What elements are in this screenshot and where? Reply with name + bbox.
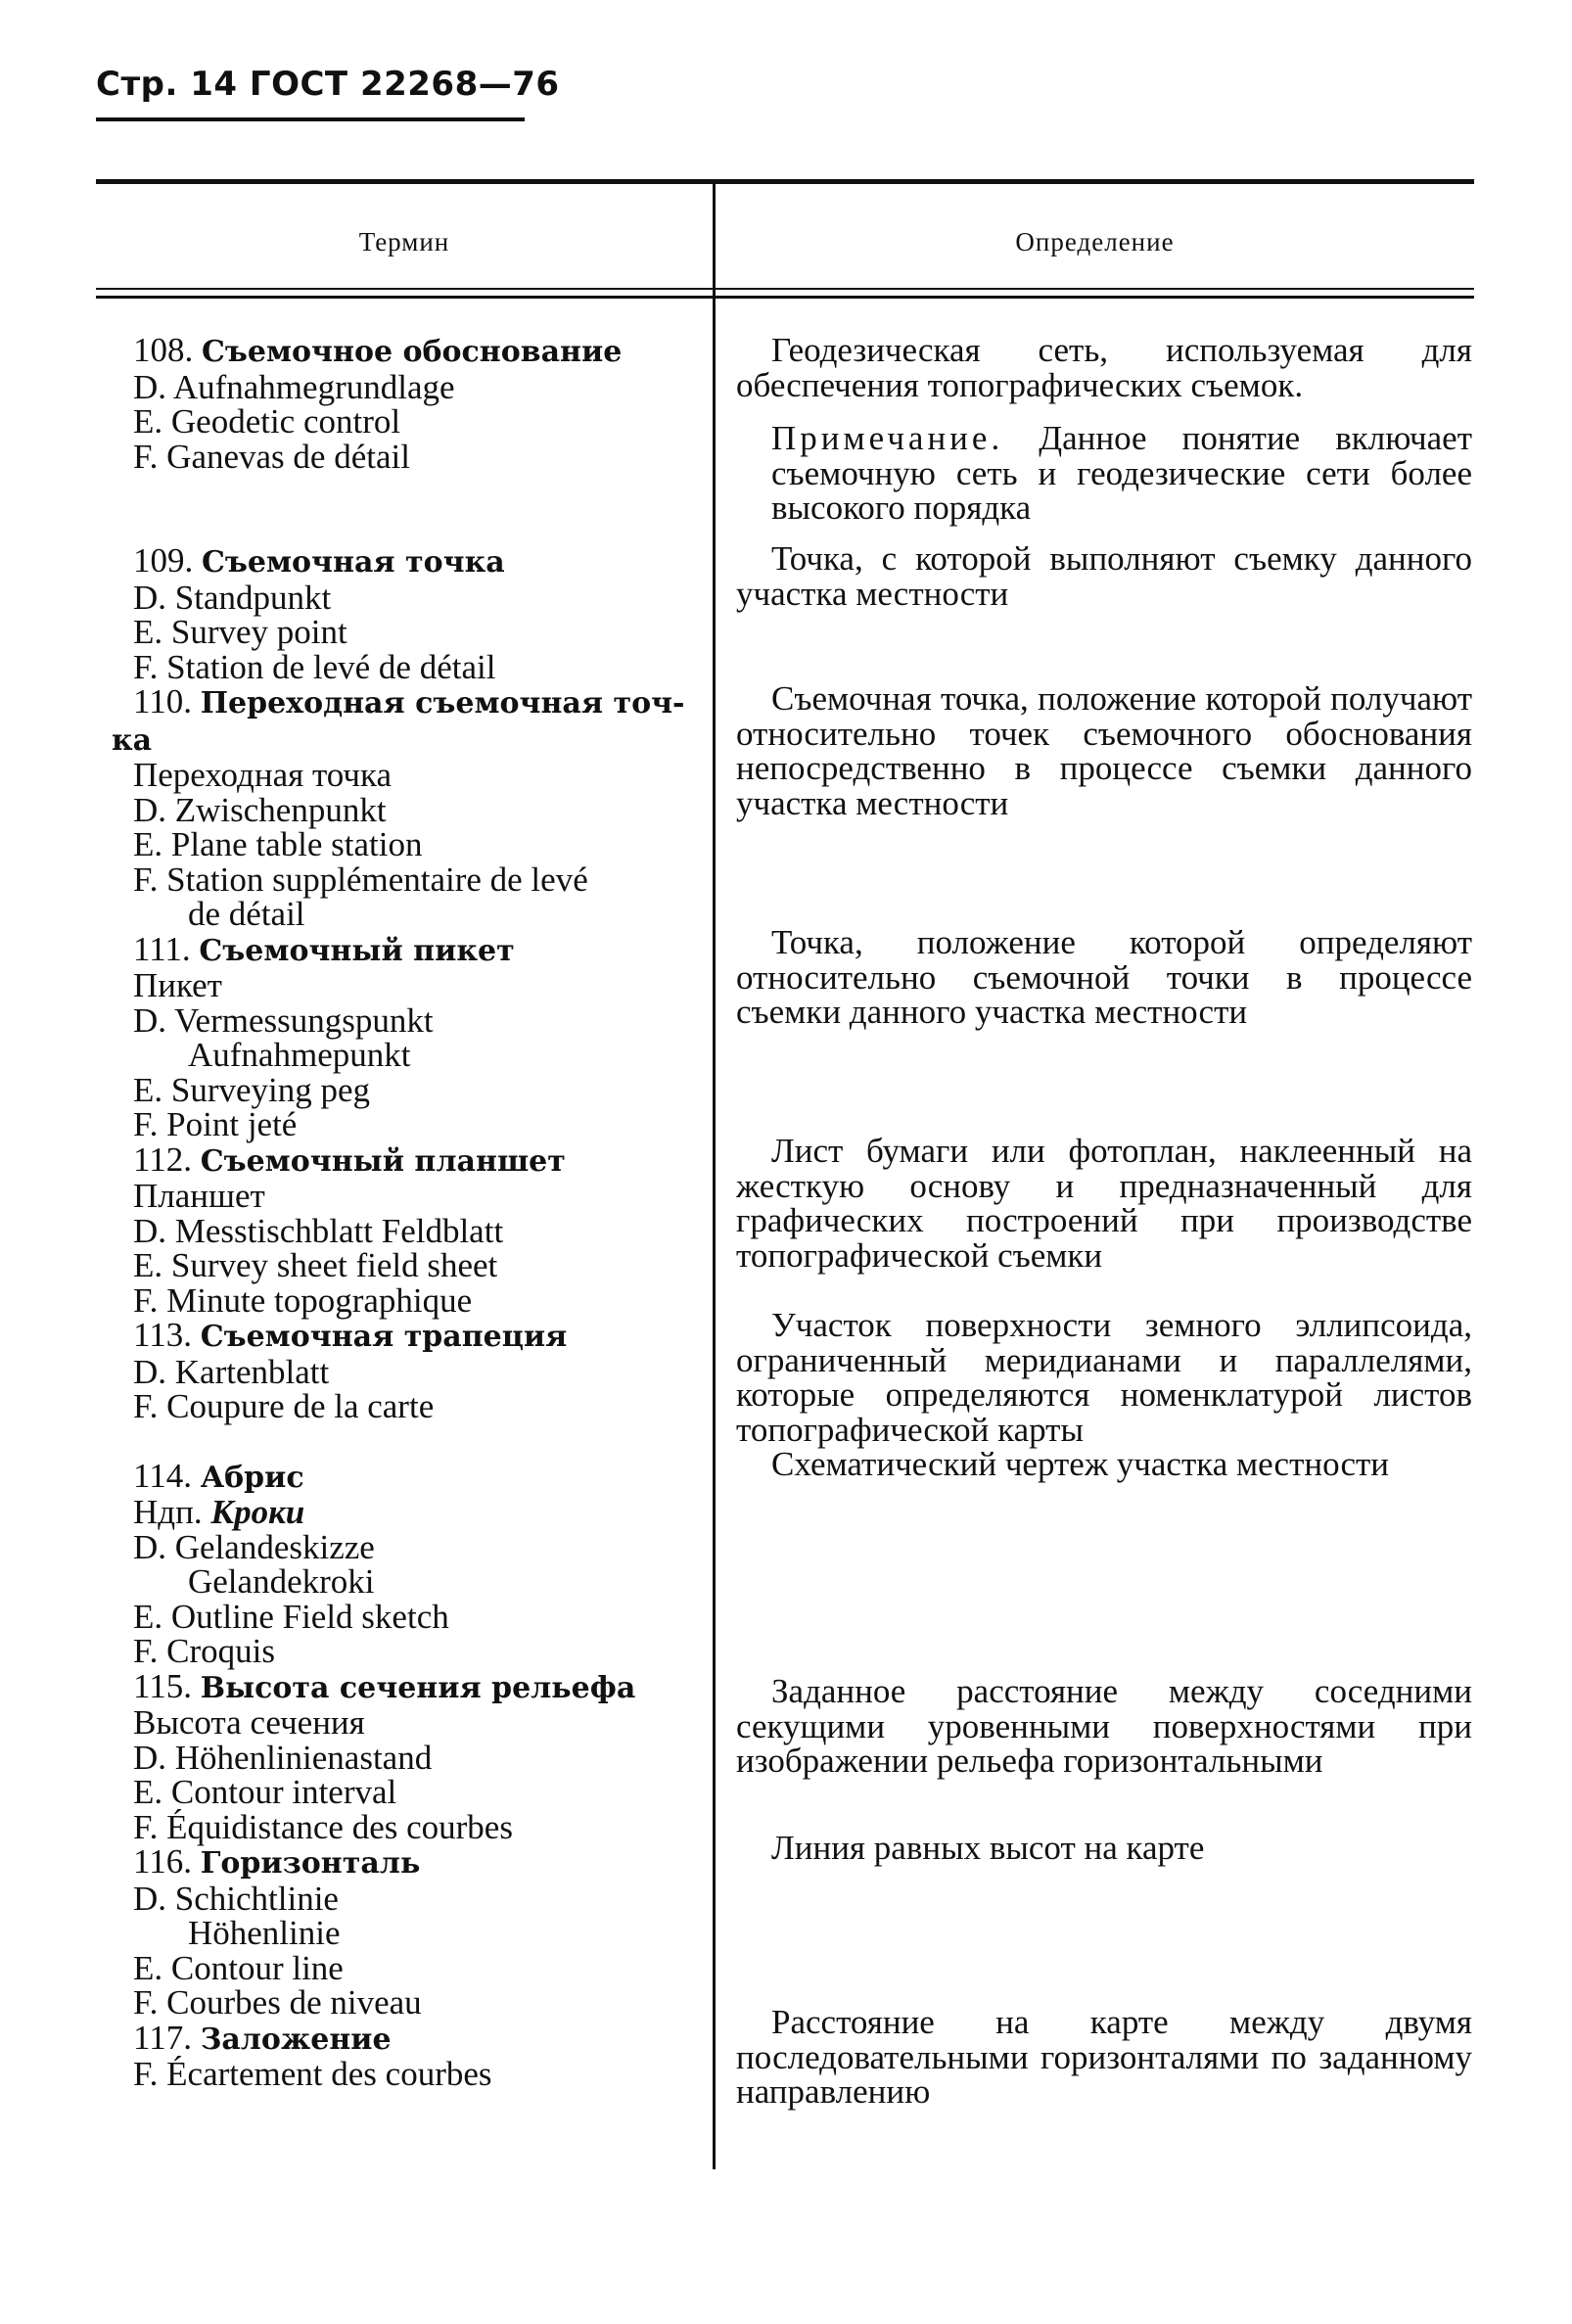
- column-header-term: Термин: [358, 227, 450, 256]
- page-header: Стр. 14 ГОСТ 22268—76: [96, 65, 560, 104]
- term-line: Переходная точка: [133, 756, 393, 794]
- term-line: E. Contour line: [133, 1948, 344, 1987]
- terms-column: [112, 331, 699, 2093]
- term-title: 113. Съемочная трапеция: [133, 1316, 568, 1354]
- term-line: ка: [112, 722, 153, 758]
- term-line: E. Contour interval: [133, 1773, 397, 1811]
- term-line: D. Messtischblatt Feldblatt: [133, 1211, 504, 1250]
- term-line: D. Aufnahmegrundlage: [133, 367, 455, 406]
- column-divider: [713, 182, 716, 2169]
- definition-116: Линия равных высот на карте: [771, 1829, 1205, 1867]
- term-line: E. Geodetic control: [133, 402, 401, 441]
- definition-115: Заданное расстояние между соседними секущими уровенными поверхностями при изображении рельефа горизонтальными: [736, 1672, 1472, 1780]
- term-line: F. Ganevas de détail: [133, 437, 410, 476]
- definition-109: Точка, с которой выполняют съемку данного участка местности: [736, 539, 1472, 613]
- definition-111: Точка, положение которой определяют относительно съемочной точки в процессе съемки данного участка местности: [736, 923, 1472, 1031]
- definition-108: Геодезическая сеть, используемая для обеспечения топографических съемок.: [736, 331, 1472, 404]
- definition-110: Съемочная точка, положение которой получают относительно точек съемочного обоснования непосредственно в процессе съемки данного участка местности: [736, 679, 1472, 822]
- term-line: F. Coupure de la carte: [133, 1387, 435, 1425]
- term-title: 110. Переходная съемочная точ-: [133, 682, 685, 720]
- term-line: E. Outline Field sketch: [133, 1597, 449, 1636]
- term-line: F. Station supplémentaire de levé: [133, 860, 588, 899]
- term-line: D. Höhenlinienastand: [133, 1738, 433, 1777]
- term-line: D. Zwischenpunkt: [133, 790, 387, 829]
- definition-114: Схематический чертеж участка местности: [771, 1445, 1390, 1483]
- term-line: de détail: [188, 895, 305, 933]
- term-line: E. Plane table station: [133, 825, 423, 863]
- term-title: 116. Горизонталь: [133, 1842, 421, 1881]
- term-line: Высота сечения: [133, 1703, 365, 1742]
- column-header-definition: Определение: [1015, 227, 1175, 256]
- note-108: Примечание. Данное понятие включает съемочную сеть и геодезические сети более высокого порядка: [771, 419, 1473, 527]
- term-line: F. Station de levé de détail: [133, 647, 496, 686]
- term-line: E. Survey point: [133, 613, 347, 651]
- term-line: D. Standpunkt: [133, 578, 332, 617]
- term-line: F. Minute topographique: [133, 1280, 473, 1320]
- header-rule-thick: [96, 296, 1474, 299]
- term-line: D. Schichtlinie: [133, 1879, 339, 1918]
- term-line: D. Kartenblatt: [133, 1352, 330, 1391]
- term-title: 114. Абрис: [133, 1456, 304, 1495]
- term-line: F. Écartement des courbes: [133, 2055, 492, 2093]
- term-line: F. Équidistance des courbes: [133, 1807, 513, 1846]
- term-title: 117. Заложение: [133, 2018, 392, 2057]
- term-title: 115. Высота сечения рельефа: [133, 1666, 636, 1705]
- term-title: 111. Съемочный пикет: [133, 929, 515, 968]
- term-line: F. Point jeté: [133, 1105, 298, 1143]
- definition-112: Лист бумаги или фотоплан, наклеенный на жесткую основу и предназначенный для графических построений при производстве топографической съемки: [736, 1132, 1472, 1275]
- term-line: F. Croquis: [133, 1632, 276, 1670]
- term-line: Планшет: [133, 1177, 265, 1215]
- term-line: D. Gelandeskizze: [133, 1527, 375, 1566]
- term-line: E. Survey sheet field sheet: [133, 1246, 498, 1284]
- term-title: 109. Съемочная точка: [133, 541, 505, 580]
- term-line: Ндп. Кроки: [133, 1493, 305, 1531]
- term-title: 108. Съемочное обоснование: [133, 331, 623, 369]
- term-line: D. Vermessungspunkt: [133, 1000, 434, 1040]
- definition-113: Участок поверхности земного эллипсоида, ограниченный меридианами и параллелями, которые определяются номенклатурой листов топографической карты: [736, 1306, 1472, 1449]
- term-line: Пикет: [133, 966, 222, 1004]
- term-line: Gelandekroki: [188, 1562, 375, 1601]
- term-title: 112. Съемочный планшет: [133, 1139, 566, 1179]
- definition-117: Расстояние на карте между двумя последовательными горизонталями по заданному направлению: [736, 2003, 1472, 2111]
- header-rule-thin: [96, 288, 1474, 290]
- term-line: Höhenlinie: [188, 1914, 341, 1952]
- table-top-rule: [96, 179, 1474, 184]
- term-line: E. Surveying peg: [133, 1070, 371, 1109]
- term-line: F. Courbes de niveau: [133, 1983, 422, 2022]
- term-line: Aufnahmepunkt: [188, 1036, 411, 1074]
- header-rule: [96, 117, 525, 121]
